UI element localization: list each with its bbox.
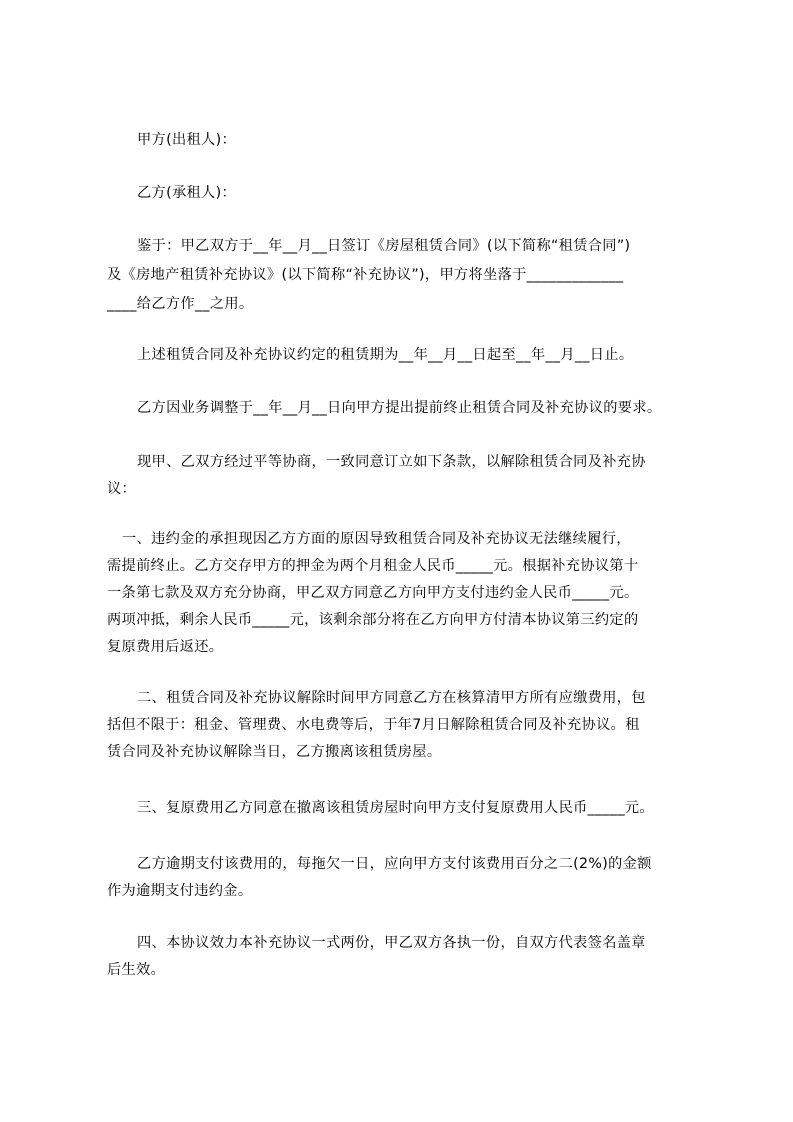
clause-1-line-5: 复原费用后返还。: [107, 639, 224, 655]
clause-1-line-4: 两项冲抵，剩余人民币_____元，该剩余部分将在乙方向甲方付清本协议第三约定的: [107, 612, 639, 628]
party-b-label: 乙方(承租人)：: [137, 185, 236, 201]
late-penalty-line-2: 作为逾期支付违约金。: [107, 883, 253, 899]
clause-2-line-2: 括但不限于：租金、管理费、水电费等后，于年7月日解除租赁合同及补充协议。租: [107, 717, 640, 733]
whereas-line-2: 及《房地产租赁补充协议》(以下简称“补充协议”)，甲方将坐落于_____________: [107, 267, 624, 283]
agreement-intro-line-2: 议：: [107, 481, 137, 497]
clause-2-line-3: 赁合同及补充协议解除当日，乙方搬离该租赁房屋。: [107, 744, 442, 760]
whereas-line-3: ____给乙方作__之用。: [107, 296, 254, 312]
lease-period-paragraph: 上述租赁合同及补充协议约定的租赁期为__年__月__日起至__年__月__日止。: [137, 347, 634, 363]
clause-2-line-1: 二、租赁合同及补充协议解除时间甲方同意乙方在核算清甲方所有应缴费用，包: [137, 690, 646, 706]
whereas-line-1: 鉴于：甲乙双方于__年__月__日签订《房屋租赁合同》(以下简称“租赁合同”): [137, 238, 631, 254]
clause-4-line-2: 后生效。: [107, 962, 166, 978]
early-termination-paragraph: 乙方因业务调整于__年__月__日向甲方提出提前终止租赁合同及补充协议的要求。: [137, 400, 662, 416]
clause-3-paragraph: 三、复原费用乙方同意在撤离该租赁房屋时向甲方支付复原费用人民币_____元。: [137, 800, 654, 816]
clause-1-line-3: 一条第七款及双方充分协商，甲乙双方同意乙方向甲方支付违约金人民币_____元。: [107, 585, 639, 601]
agreement-intro-line-1: 现甲、乙双方经过平等协商，一致同意订立如下条款，以解除租赁合同及补充协: [137, 454, 646, 470]
late-penalty-line-1: 乙方逾期支付该费用的，每拖欠一日，应向甲方支付该费用百分之二(2%)的金额: [137, 856, 652, 872]
clause-1-line-2: 需提前终止。乙方交存甲方的押金为两个月租金人民币_____元。根据补充协议第十: [107, 558, 639, 574]
clause-1-line-1: 一、违约金的承担现因乙方方面的原因导致租赁合同及补充协议无法继续履行，: [122, 531, 631, 547]
clause-4-line-1: 四、本协议效力本补充协议一式两份，甲乙双方各执一份，自双方代表签名盖章: [137, 935, 646, 951]
party-a-label: 甲方(出租人)：: [137, 132, 236, 148]
